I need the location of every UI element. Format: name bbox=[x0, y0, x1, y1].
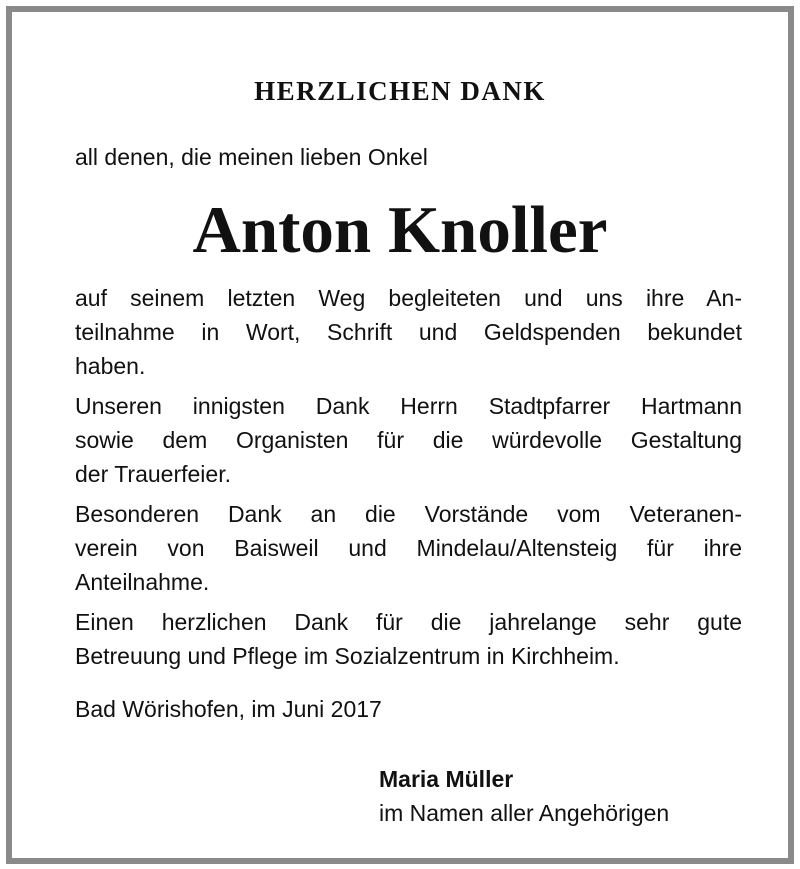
notice-body bbox=[75, 281, 742, 679]
text-line: Besonderen Dank an die Vorstände vom Veteranen- bbox=[75, 501, 742, 527]
signature-subtitle: im Namen aller Angehörigen bbox=[379, 800, 670, 826]
notice-heading: HERZLICHEN DANK bbox=[254, 76, 546, 106]
intro-line: all denen, die meinen lieben Onkel bbox=[75, 144, 428, 170]
text-line: teilnahme in Wort, Schrift und Geldspenden bekundet bbox=[75, 319, 742, 345]
text-line: sowie dem Organisten für die würdevolle Gestaltung bbox=[75, 427, 742, 453]
paragraph-care bbox=[75, 605, 742, 673]
text-line: Betreuung und Pflege im Sozialzentrum in Kirchheim. bbox=[75, 643, 620, 669]
paragraph-veterans bbox=[75, 497, 742, 599]
paragraph-clergy bbox=[75, 389, 742, 491]
text-line: haben. bbox=[75, 353, 146, 379]
signature-block bbox=[379, 762, 669, 830]
notice-frame bbox=[6, 6, 794, 864]
text-line: verein von Baisweil und Mindelau/Altensteig für ihre bbox=[75, 535, 742, 561]
deceased-name: Anton Knoller bbox=[192, 193, 608, 267]
paragraph-condolence bbox=[75, 281, 742, 383]
text-line: auf seinem letzten Weg begleiteten und uns ihre An- bbox=[75, 285, 742, 311]
text-line: Unseren innigsten Dank Herrn Stadtpfarrer Hartmann bbox=[75, 393, 742, 419]
place-date: Bad Wörishofen, im Juni 2017 bbox=[75, 696, 382, 722]
signature-name: Maria Müller bbox=[379, 766, 514, 792]
text-line: Anteilnahme. bbox=[75, 569, 210, 595]
text-line: der Trauerfeier. bbox=[75, 461, 231, 487]
text-line: Einen herzlichen Dank für die jahrelange sehr gute bbox=[75, 609, 742, 635]
